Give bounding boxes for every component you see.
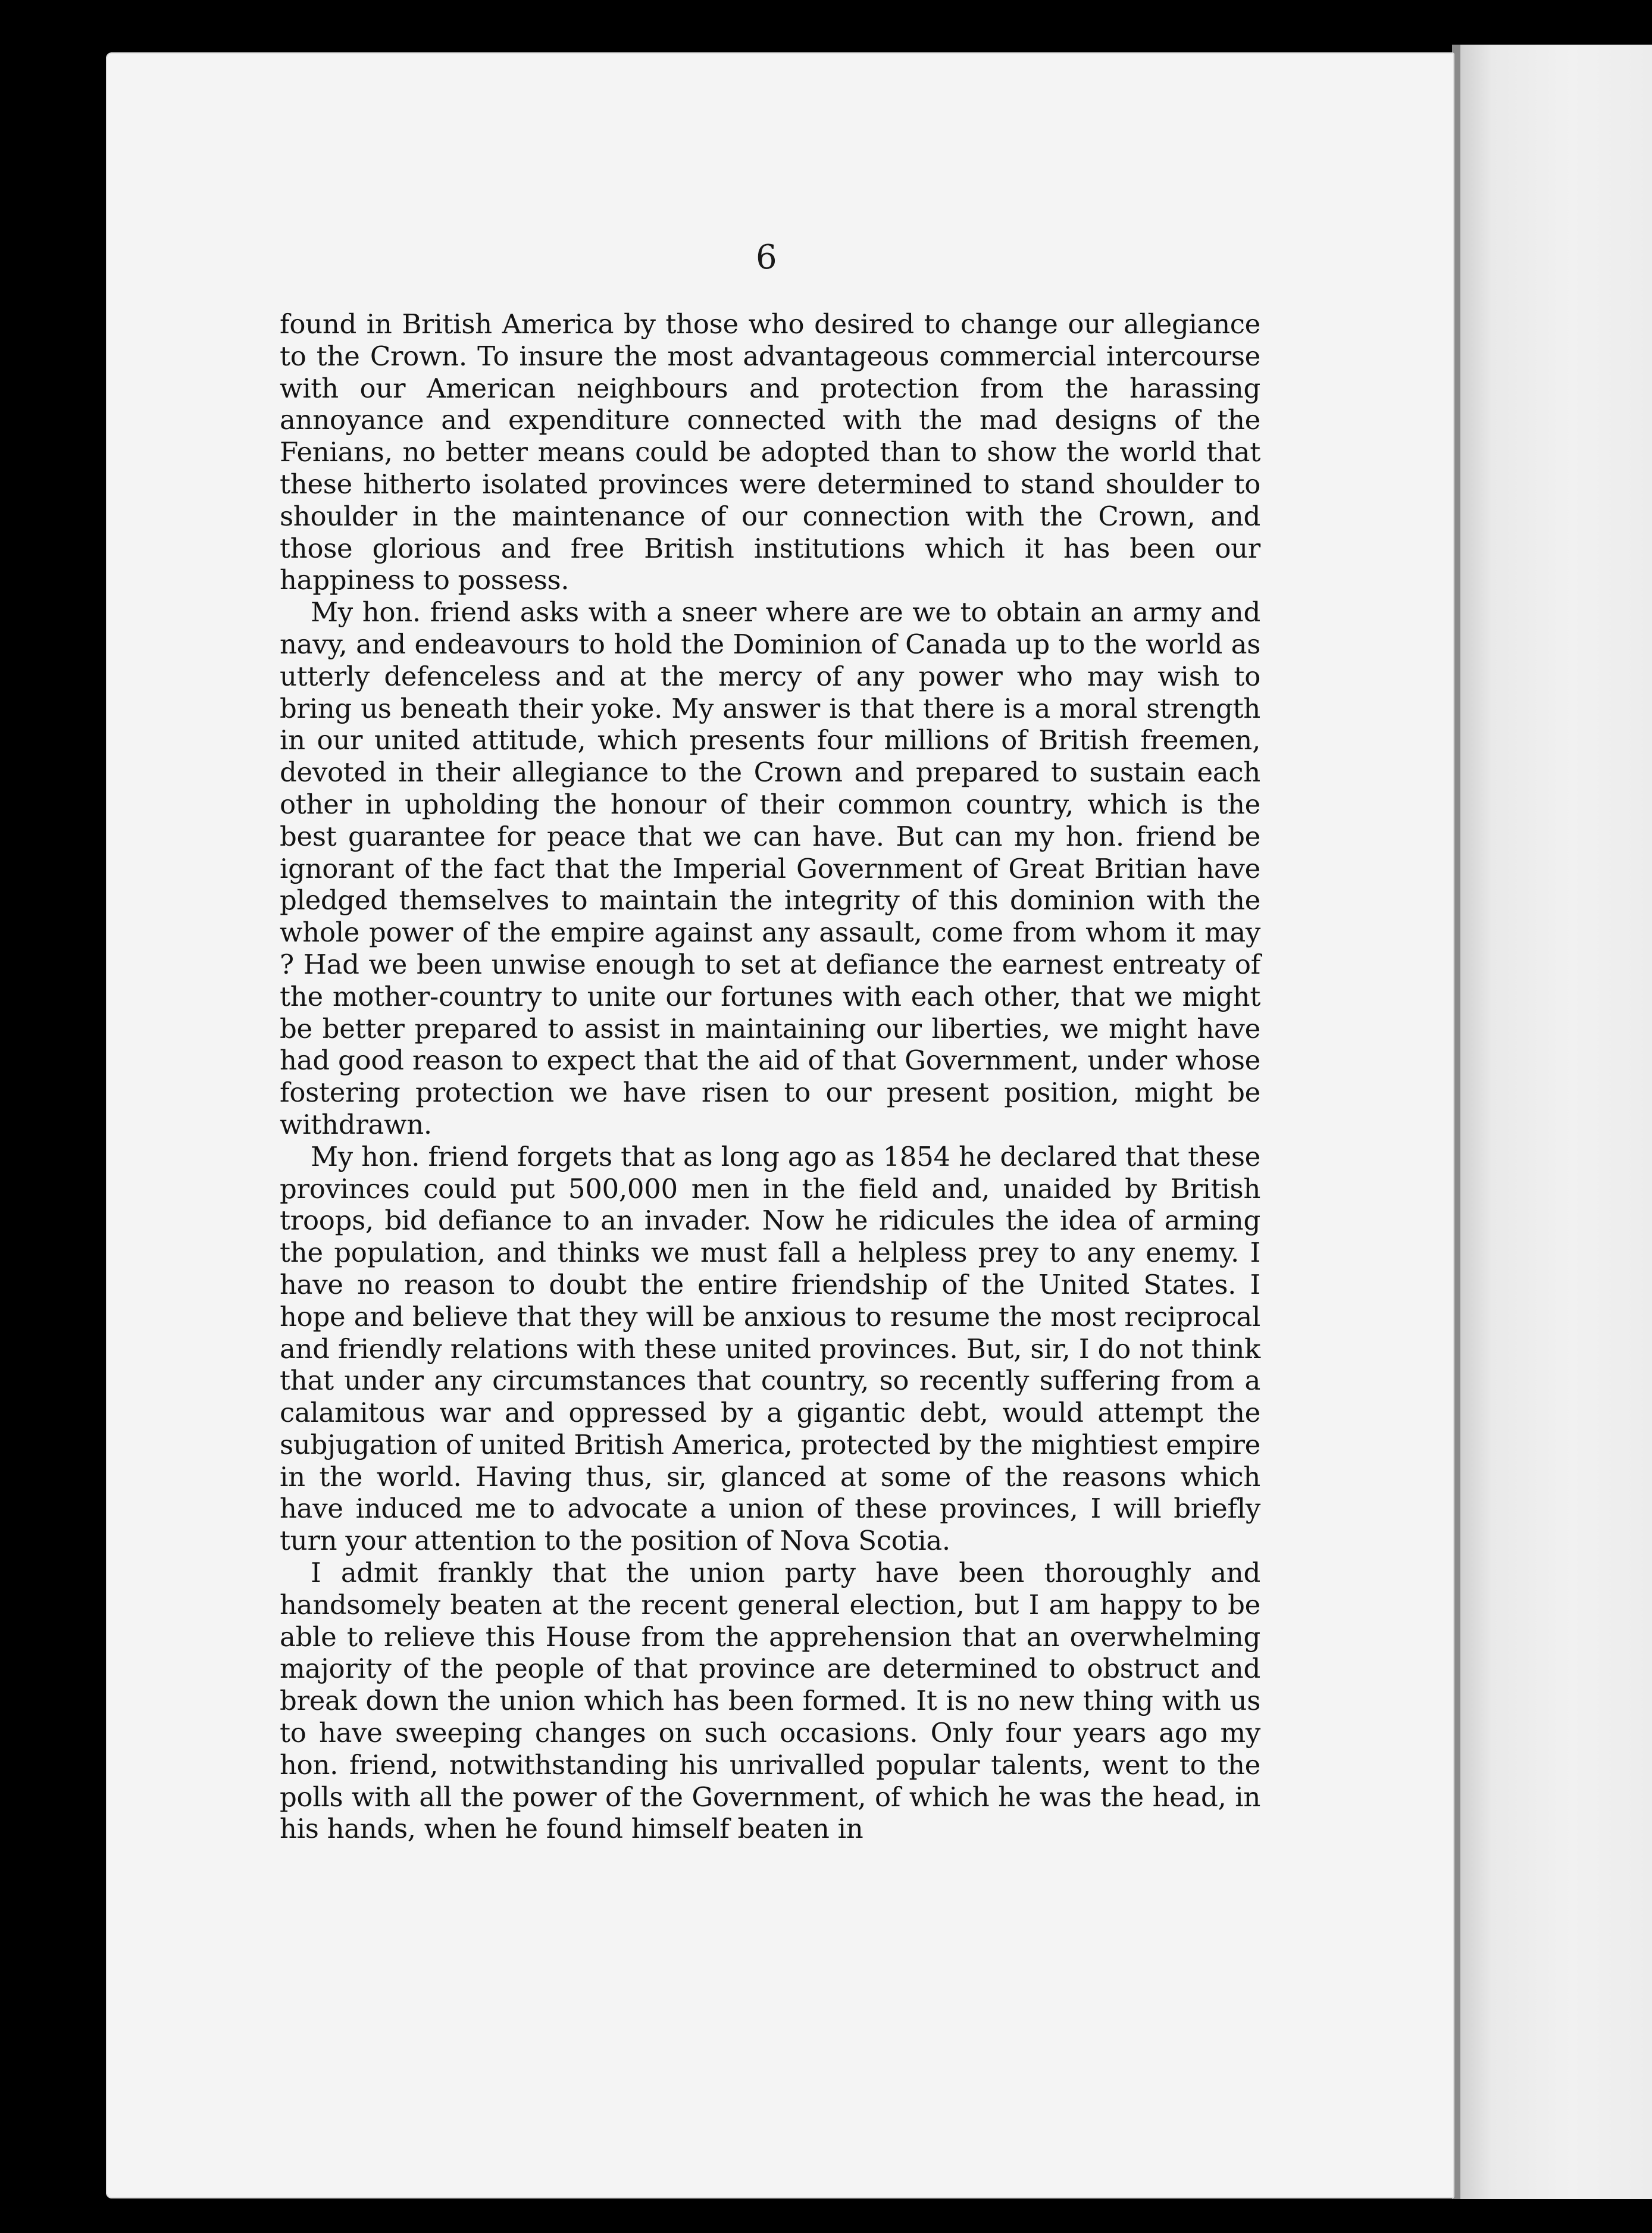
adjacent-page-edge (1452, 45, 1652, 2199)
paragraph-4: I admit frankly that the union party have been thoroughly and handsomely beaten at the recent general election, but I am happy to be able to relieve this House from the apprehension that an overwhelming majority of the people of that province are determined to obstruct and break down the union which has been formed. It is no new thing with us to have sweeping changes on such occasions. Only four years ago my hon. friend, notwithstanding his unrivalled popular talents, went to the polls with all the power of the Government, of which he was the head, in his hands, when he found himself beaten in (280, 1557, 1260, 1845)
page-number: 6 (756, 238, 777, 277)
body-text (280, 308, 1260, 1845)
scan-mark (1289, 93, 1298, 98)
paragraph-2: My hon. friend asks with a sneer where are we to obtain an army and navy, and endeavours to hold the Dominion of Canada up to the world as utterly defenceless and at the mercy of any power who may wish to bring us beneath their yoke. My answer is that there is a moral strength in our united attitude, which presents four millions of British freemen, devoted in their allegiance to the Crown and prepared to sustain each other in upholding the honour of their common country, which is the best guarantee for peace that we can have. But can my hon. friend be ignorant of the fact that the Imperial Government of Great Britian have pledged themselves to maintain the integrity of this dominion with the whole power of the empire against any assault, come from whom it may ? Had we been unwise enough to set at defiance the earnest entreaty of the mother-country to unite our fortunes with each other, that we might be better prepared to assist in maintaining our liberties, we might have had good reason to expect that the aid of that Government, under whose fostering protection we have risen to our present position, might be withdrawn. (280, 596, 1260, 1140)
paragraph-3: My hon. friend forgets that as long ago as 1854 he declared that these provinces could put 500,000 men in the field and, unaided by British troops, bid defiance to an invader. Now he ridicules the idea of arming the population, and thinks we must fall a helpless prey to any enemy. I have no reason to doubt the entire friendship of the United States. I hope and believe that they will be anxious to resume the most reciprocal and friendly relations with these united provinces. But, sir, I do not think that under any circumstances that country, so recently suffering from a calamitous war and oppressed by a gigantic debt, would attempt the subjugation of united British America, protected by the mightiest empire in the world. Having thus, sir, glanced at some of the reasons which have induced me to advocate a union of these provinces, I will briefly turn your attention to the position of Nova Scotia. (280, 1140, 1260, 1557)
paragraph-1: found in British America by those who desired to change our allegiance to the Crown. To insure the most advantageous commercial intercourse with our American neighbours and protection from the harassing annoyance and expenditure connected with the mad designs of the Fenians, no better means could be adopted than to show the world that these hitherto isolated provinces were determined to stand shoulder to shoulder in the maintenance of our connection with the Crown, and those glorious and free British institutions which it has been our happiness to possess. (280, 308, 1260, 596)
